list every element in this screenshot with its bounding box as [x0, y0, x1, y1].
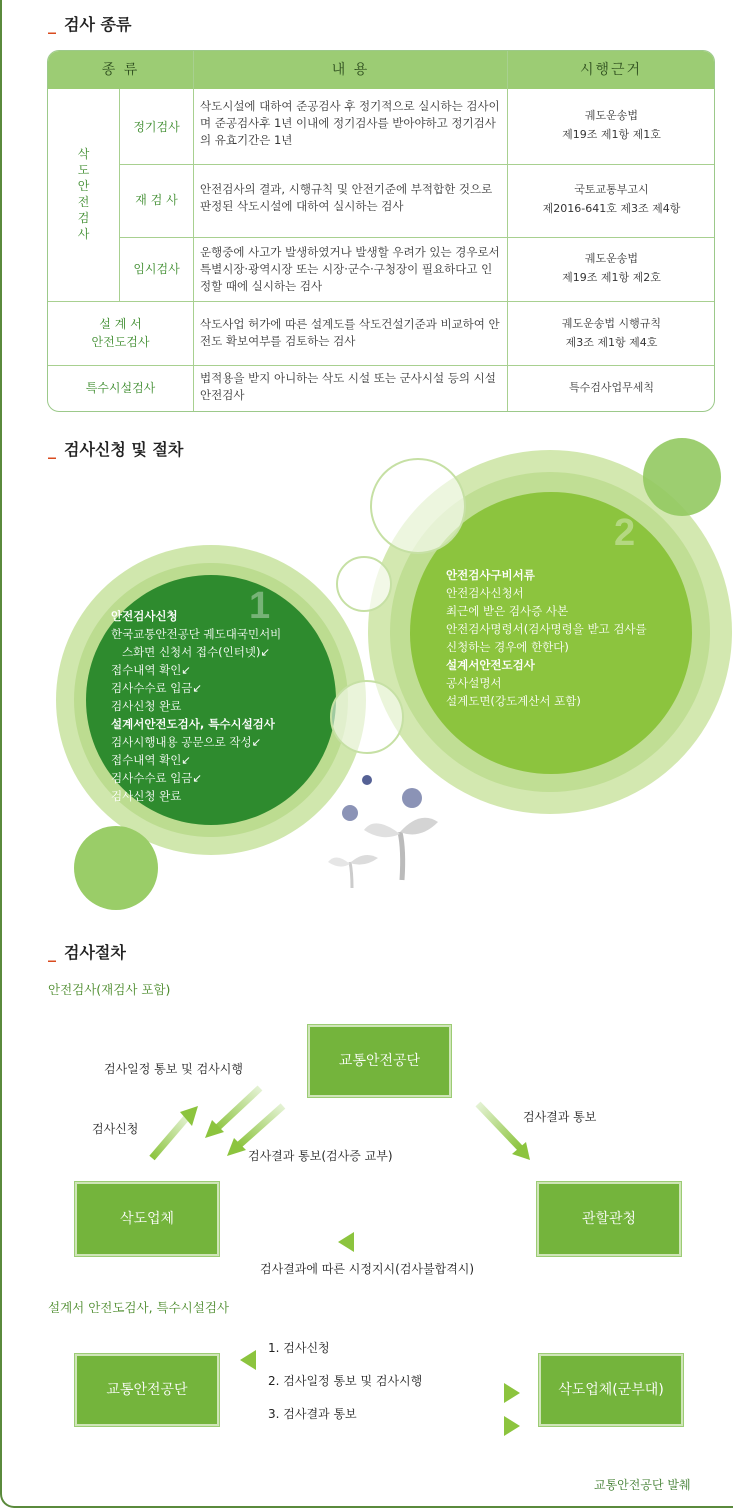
decor-circle	[370, 458, 466, 554]
circle-line-heading: 안전검사신청	[111, 609, 178, 623]
section-title-process: _ 검사절차	[48, 943, 126, 962]
circle-line: 한국교통안전공단 궤도대국민서비	[111, 627, 282, 641]
label-step2: 2. 검사일정 통보 및 검사시행	[268, 1374, 423, 1388]
circle-line: 검사신청 완료	[111, 789, 182, 803]
label-result: 검사결과 통보	[523, 1110, 597, 1124]
circle-number-1: 1	[249, 585, 271, 627]
source-footer: 교통안전공단 발췌	[594, 1478, 691, 1492]
circle-line: 안전검사명령서(검사명령을 받고 검사를	[446, 622, 647, 636]
row-content: 운행중에 사고가 발생하였거나 발생할 우려가 있는 경우로서 특별시장·광역시장 또는 시장·군수·구청장이 필요하다고 인정할 때에 실시하는 검사	[200, 245, 500, 293]
divider	[48, 301, 715, 302]
inspection-types-table	[47, 50, 715, 412]
circle-line-heading: 설계서안전도검사	[446, 658, 535, 672]
section-title-types: _ 검사 종류	[48, 15, 132, 34]
circle-number-2: 2	[614, 512, 636, 554]
flow1-subtitle: 안전검사(재검사 포함)	[48, 982, 171, 997]
circle-line: 접수내역 확인↙	[111, 663, 191, 677]
row-basis: 궤도운송법 제19조 제1항 제1호	[562, 109, 661, 141]
row-content: 법적용을 받지 아니하는 삭도 시설 또는 군사시설 등의 시설 안전검사	[200, 371, 496, 402]
circle-line: 신청하는 경우에 한한다)	[446, 640, 569, 654]
circle-line: 검사신청 완료	[111, 699, 182, 713]
row-type: 특수시설검사	[85, 381, 156, 395]
agency-box-2: 교통안전공단	[75, 1354, 219, 1426]
row-type: 재 검 사	[135, 193, 178, 207]
row-basis: 국토교통부고시 제2016-641호 제3조 제4항	[542, 183, 681, 215]
sprout-illustration	[320, 760, 460, 900]
arrow-step1	[240, 1350, 512, 1370]
label-result-cert: 검사결과 통보(검사증 교부)	[248, 1149, 393, 1163]
header-content: 내 용	[331, 62, 370, 78]
row-type: 정기검사	[133, 120, 180, 134]
agency-box: 교통안전공단	[308, 1025, 451, 1097]
arrow-apply	[152, 1106, 198, 1158]
flow2-subtitle: 설계서 안전도검사, 특수시설검사	[48, 1300, 229, 1315]
label-apply: 검사신청	[92, 1122, 139, 1136]
decor-circle	[336, 556, 392, 612]
row-basis: 궤도운송법 시행규칙 제3조 제1항 제4호	[561, 317, 662, 349]
header-basis: 시행근거	[579, 62, 643, 78]
circle-line: 검사수수료 입금↙	[111, 771, 203, 785]
decor-circle	[330, 680, 404, 754]
row-basis: 특수검사업무세칙	[568, 381, 654, 394]
divider	[48, 365, 715, 366]
label-step3: 3. 검사결과 통보	[268, 1407, 357, 1421]
decor-circle	[643, 438, 721, 516]
divider	[119, 164, 715, 165]
circle-line: 공사설명서	[446, 676, 502, 690]
row-content: 안전검사의 결과, 시행규칙 및 안전기준에 부적합한 것으로 판정된 삭도시설에 대하여 실시하는 검사	[200, 182, 493, 213]
row-content: 삭도사업 허가에 따른 설계도를 삭도건설기준과 비교하여 안전도 확보여부를 검토하는 검사	[200, 317, 500, 348]
circle-line: 설계도면(강도계산서 포함)	[446, 694, 581, 708]
circle-line: 검사수수료 입금↙	[111, 681, 203, 695]
header-type: 종 류	[101, 62, 140, 78]
label-correction: 검사결과에 따른 시정지시(검사불합격시)	[260, 1262, 475, 1276]
arrow-result	[478, 1104, 530, 1160]
circle-line: 검사시행내용 공문으로 작성↙	[111, 735, 262, 749]
label-schedule: 검사일정 통보 및 검사시행	[104, 1062, 243, 1076]
circle-line-heading: 설계서안전도검사, 특수시설검사	[111, 717, 275, 731]
circle-line: 접수내역 확인↙	[111, 753, 191, 767]
flow2-arrows	[230, 1350, 530, 1440]
flow1-arrows	[0, 1070, 740, 1270]
divider	[193, 51, 194, 412]
divider	[119, 237, 715, 238]
circle-1-text	[111, 607, 331, 805]
company-box: 삭도업체	[75, 1182, 219, 1256]
section-title-procedure: _ 검사신청 및 절차	[48, 440, 184, 459]
arrow-step3	[250, 1416, 520, 1436]
circle-line: 최근에 받은 검사증 사본	[446, 604, 569, 618]
circle-2-text	[446, 566, 696, 710]
group-label-safety-inspection: 삭 도 안 전 검 사	[77, 147, 90, 241]
row-type: 설 계 서 안전도검사	[91, 317, 150, 349]
table-header	[48, 51, 714, 89]
row-content: 삭도시설에 대하여 준공검사 후 정기적으로 실시하는 검사이며 준공검사후 1년 이내에 정기검사를 받아야하고 정기검사의 유효기간은 1년	[200, 99, 500, 147]
circle-line: 스화면 신청서 접수(인터넷)↙	[111, 645, 271, 659]
company-box-2: 삭도업체(군부대)	[539, 1354, 683, 1426]
decor-circle	[74, 826, 158, 910]
arrow-step2	[250, 1383, 520, 1403]
authority-box: 관할관청	[537, 1182, 681, 1256]
row-type: 임시검사	[133, 262, 180, 276]
label-step1: 1. 검사신청	[268, 1341, 330, 1355]
circle-line: 안전검사신청서	[446, 586, 524, 600]
arrow-correction	[338, 1232, 410, 1252]
circle-line-heading: 안전검사구비서류	[446, 568, 535, 582]
row-basis: 궤도운송법 제19조 제1항 제2호	[562, 252, 661, 284]
